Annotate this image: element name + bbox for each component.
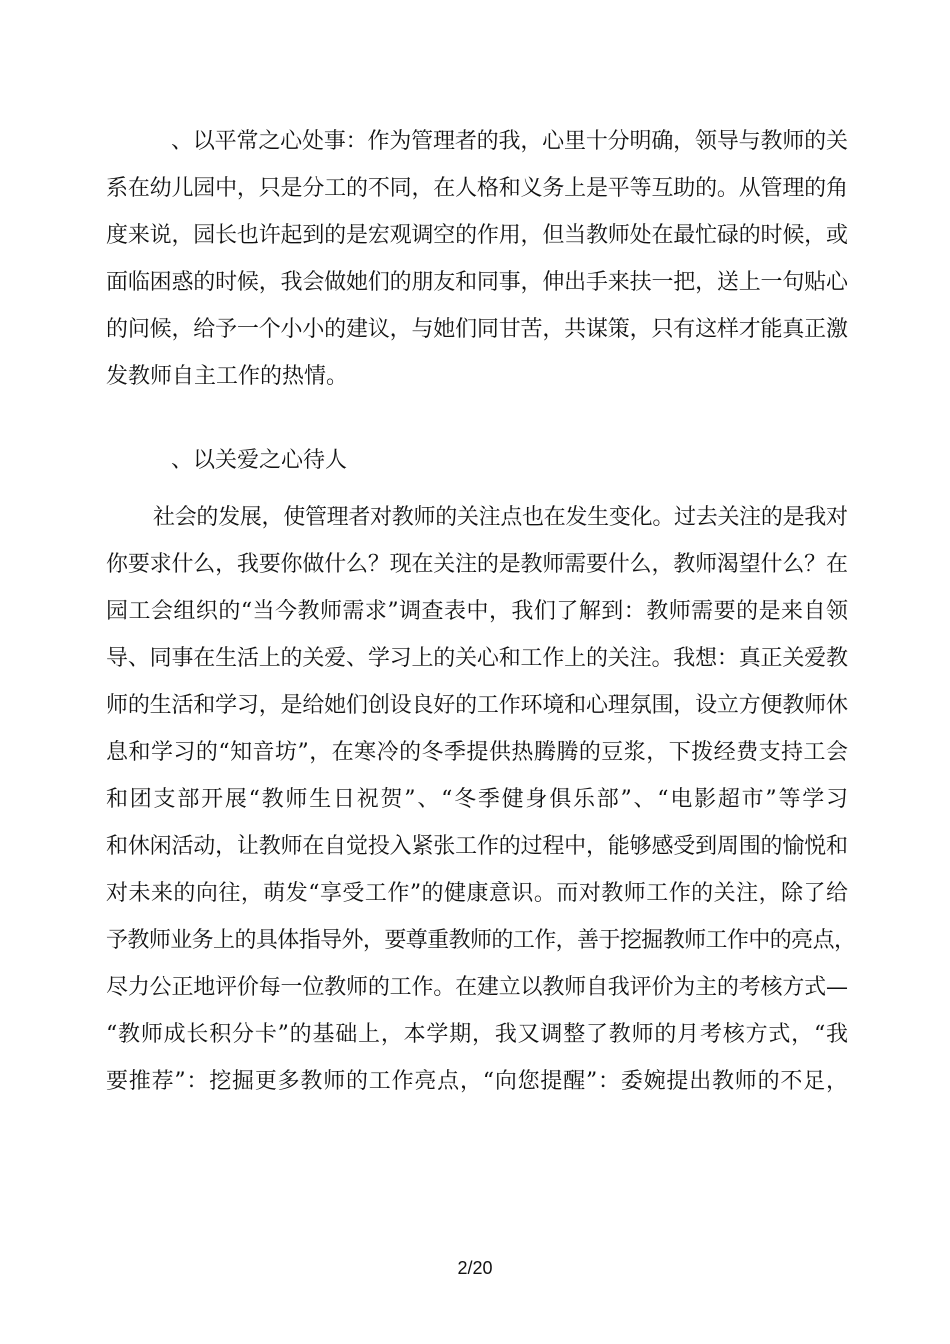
text-line-content: 息和学习的“知音坊”，在寒冷的冬季提供热腾腾的豆浆，下拨经费支持工会 bbox=[106, 740, 849, 765]
text-line-content: 系在幼儿园中，只是分工的不同，在人格和义务上是平等互助的。从管理的角 bbox=[106, 176, 848, 201]
text-line-content: 园工会组织的“当今教师需求”调查表中，我们了解到：教师需要的是来自领 bbox=[106, 599, 849, 624]
text-line-content: 和团支部开展“教师生日祝贺”、“冬季健身俱乐部”、“电影超市”等学习 bbox=[106, 787, 850, 812]
text-line bbox=[0, 733, 950, 773]
text-line-content: 导、同事在生活上的关爱、学习上的关心和工作上的关注。我想：真正关爱教 bbox=[106, 646, 848, 671]
text-line bbox=[0, 122, 950, 162]
text-line bbox=[0, 441, 950, 481]
text-line bbox=[0, 686, 950, 726]
text-line-content: “教师成长积分卡”的基础上，本学期，我又调整了教师的月考核方式，“我 bbox=[106, 1022, 849, 1047]
text-line bbox=[0, 216, 950, 256]
text-line-content: 尽力公正地评价每一位教师的工作。在建立以教师自我评价为主的考核方式— bbox=[106, 975, 848, 1000]
text-line-content: 予教师业务上的具体指导外，要尊重教师的工作，善于挖掘教师工作中的亮点， bbox=[106, 928, 856, 953]
text-line-content: 你要求什么，我要你做什么？现在关注的是教师需要什么，教师渴望什么？在 bbox=[106, 552, 848, 577]
text-line bbox=[0, 263, 950, 303]
text-line bbox=[0, 310, 950, 350]
text-line-content: 度来说，园长也许起到的是宏观调空的作用，但当教师处在最忙碌的时候，或 bbox=[106, 223, 848, 248]
text-line bbox=[0, 357, 950, 397]
text-line-content: 和休闲活动，让教师在自觉投入紧张工作的过程中，能够感受到周围的愉悦和 bbox=[106, 834, 848, 859]
text-line-content: 、以关爱之心待人 bbox=[171, 448, 348, 473]
text-line-content: 社会的发展，使管理者对教师的关注点也在发生变化。过去关注的是我对 bbox=[153, 505, 848, 530]
text-line-content: 对未来的向往，萌发“享受工作”的健康意识。而对教师工作的关注，除了给 bbox=[106, 881, 849, 906]
text-line bbox=[0, 968, 950, 1008]
text-line bbox=[0, 498, 950, 538]
text-line-content: 面临困惑的时候，我会做她们的朋友和同事，伸出手来扶一把，送上一句贴心 bbox=[106, 270, 848, 295]
text-line bbox=[0, 545, 950, 585]
text-line-content: 的问候，给予一个小小的建议，与她们同甘苦，共谋策，只有这样才能真正激 bbox=[106, 317, 848, 342]
text-line-content: 师的生活和学习，是给她们创设良好的工作环境和心理氛围，设立方便教师休 bbox=[106, 693, 848, 718]
text-line-content: 要推荐”：挖掘更多教师的工作亮点，“向您提醒”：委婉提出教师的不足， bbox=[106, 1069, 849, 1094]
text-line bbox=[0, 874, 950, 914]
text-line bbox=[0, 1015, 950, 1055]
text-line bbox=[0, 921, 950, 961]
text-line-content: 、以平常之心处事：作为管理者的我，心里十分明确，领导与教师的关 bbox=[171, 129, 848, 154]
page-number: 2/20 bbox=[457, 1258, 493, 1278]
text-line bbox=[0, 639, 950, 679]
text-line bbox=[0, 827, 950, 867]
text-line bbox=[0, 592, 950, 632]
text-line bbox=[0, 1062, 950, 1102]
text-line bbox=[0, 169, 950, 209]
text-line-content: 发教师自主工作的热情。 bbox=[106, 364, 349, 389]
text-line bbox=[0, 780, 950, 820]
